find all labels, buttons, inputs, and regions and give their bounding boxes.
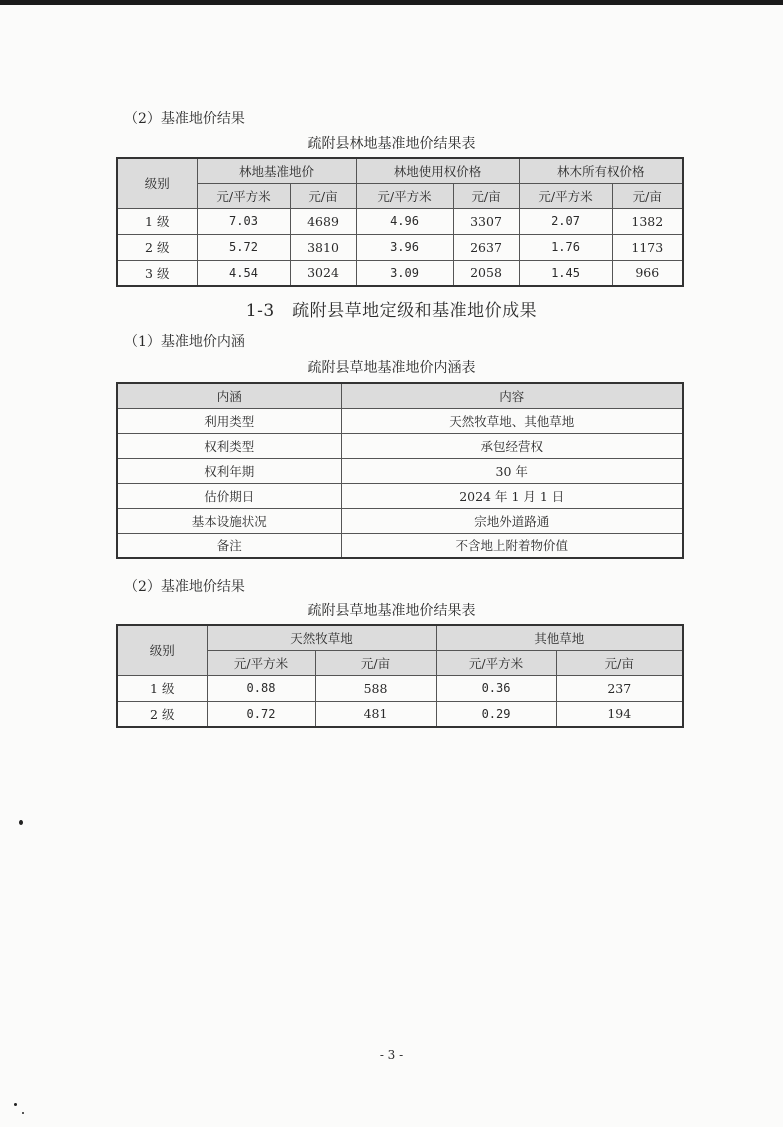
- value-cell: 0.72: [207, 701, 315, 727]
- value-cell: 588: [315, 675, 436, 701]
- value-cell: 481: [315, 701, 436, 727]
- caption-grass-connotation-table: 疏附县草地基准地价内涵表: [307, 360, 476, 376]
- header-content: 内容: [341, 383, 683, 408]
- value-cell: 1173: [612, 234, 683, 260]
- header-group: 林木所有权价格: [519, 158, 683, 183]
- header-grade: 级别: [117, 158, 197, 208]
- table-row: [117, 483, 683, 508]
- value-cell: 2.07: [519, 208, 612, 234]
- header-group: 其他草地: [436, 625, 683, 650]
- table-header-row: [117, 383, 683, 408]
- value-cell: 0.29: [436, 701, 556, 727]
- row-value: 不含地上附着物价值: [341, 533, 683, 558]
- row-label: 权利类型: [117, 433, 341, 458]
- table-row: [117, 458, 683, 483]
- value-cell: 0.36: [436, 675, 556, 701]
- table-unit-row: [117, 183, 683, 208]
- table-row: [117, 675, 683, 701]
- table-row: [117, 433, 683, 458]
- value-cell: 7.03: [197, 208, 290, 234]
- section-heading: 1-3 疏附县草地定级和基准地价成果: [245, 301, 538, 321]
- scan-speck: [14, 1103, 17, 1106]
- table-row: [117, 508, 683, 533]
- caption-forest-table: 疏附县林地基准地价结果表: [307, 136, 476, 152]
- unit-cell: 元/亩: [315, 650, 436, 675]
- value-cell: 966: [612, 260, 683, 286]
- unit-cell: 元/亩: [556, 650, 683, 675]
- grade-cell: 2 级: [117, 701, 207, 727]
- unit-cell: 元/亩: [290, 183, 356, 208]
- value-cell: 5.72: [197, 234, 290, 260]
- header-group: 林地基准地价: [197, 158, 356, 183]
- value-cell: 0.88: [207, 675, 315, 701]
- value-cell: 1382: [612, 208, 683, 234]
- header-grade: 级别: [117, 625, 207, 675]
- subheading-grass-results: （2）基准地价结果: [124, 579, 245, 595]
- header-label: 内涵: [117, 383, 341, 408]
- table-row: [117, 533, 683, 558]
- row-value: 2024 年 1 月 1 日: [341, 483, 683, 508]
- unit-cell: 元/平方米: [207, 650, 315, 675]
- header-group: 林地使用权价格: [356, 158, 519, 183]
- value-cell: 3024: [290, 260, 356, 286]
- unit-cell: 元/亩: [453, 183, 519, 208]
- header-group: 天然牧草地: [207, 625, 436, 650]
- row-label: 基本设施状况: [117, 508, 341, 533]
- value-cell: 1.45: [519, 260, 612, 286]
- row-value: 宗地外道路通: [341, 508, 683, 533]
- row-label: 估价期日: [117, 483, 341, 508]
- page-number: - 3 -: [379, 1048, 404, 1062]
- grass-connotation-table: [116, 382, 684, 559]
- forest-price-table: [116, 157, 684, 287]
- row-value: 30 年: [341, 458, 683, 483]
- table-row: [117, 208, 683, 234]
- value-cell: 237: [556, 675, 683, 701]
- subheading-grass-connotation: （1）基准地价内涵: [124, 334, 245, 350]
- value-cell: 4.96: [356, 208, 453, 234]
- grade-cell: 1 级: [117, 675, 207, 701]
- grade-cell: 3 级: [117, 260, 197, 286]
- scan-speck: [19, 820, 23, 825]
- table-row: [117, 701, 683, 727]
- caption-grass-results-table: 疏附县草地基准地价结果表: [307, 603, 476, 619]
- row-label: 利用类型: [117, 408, 341, 433]
- value-cell: 3307: [453, 208, 519, 234]
- value-cell: 2637: [453, 234, 519, 260]
- value-cell: 3.09: [356, 260, 453, 286]
- scan-speck: [22, 1112, 24, 1114]
- unit-cell: 元/平方米: [197, 183, 290, 208]
- value-cell: 2058: [453, 260, 519, 286]
- value-cell: 3.96: [356, 234, 453, 260]
- unit-cell: 元/亩: [612, 183, 683, 208]
- table-row: [117, 260, 683, 286]
- unit-cell: 元/平方米: [436, 650, 556, 675]
- grass-price-table: [116, 624, 684, 728]
- value-cell: 3810: [290, 234, 356, 260]
- row-value: 承包经营权: [341, 433, 683, 458]
- table-row: [117, 234, 683, 260]
- scan-top-edge: [0, 0, 783, 5]
- value-cell: 194: [556, 701, 683, 727]
- unit-cell: 元/平方米: [519, 183, 612, 208]
- row-value: 天然牧草地、其他草地: [341, 408, 683, 433]
- value-cell: 1.76: [519, 234, 612, 260]
- grade-cell: 2 级: [117, 234, 197, 260]
- row-label: 权利年期: [117, 458, 341, 483]
- grade-cell: 1 级: [117, 208, 197, 234]
- table-row: [117, 408, 683, 433]
- table-header-row: [117, 158, 683, 183]
- table-header-row: [117, 625, 683, 650]
- value-cell: 4.54: [197, 260, 290, 286]
- unit-cell: 元/平方米: [356, 183, 453, 208]
- value-cell: 4689: [290, 208, 356, 234]
- row-label: 备注: [117, 533, 341, 558]
- subheading-forest-results: （2）基准地价结果: [124, 111, 245, 127]
